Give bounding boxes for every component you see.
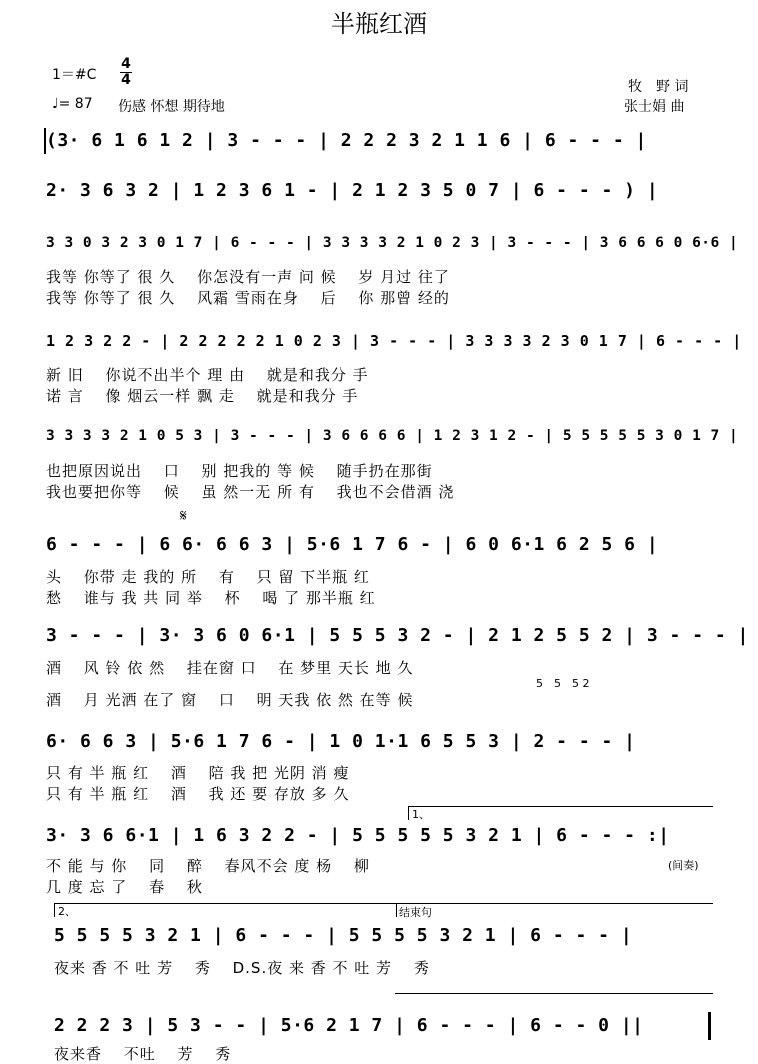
system-5-lyrics-verse-1: 也把原因说出 口 别 把我的 等 候 随手扔在那街 bbox=[46, 462, 433, 480]
system-6-lyrics-verse-2: 愁 谁与 我 共 同 举 杯 喝 了 那半瓶 红 bbox=[46, 589, 376, 607]
system-7-lyrics-verse-2: 酒 月 光洒 在了 窗 口 明 天我 依 然 在等 候 bbox=[46, 691, 414, 709]
system-8-lyrics-verse-1: 只 有 半 瓶 红 酒 陪 我 把 光阴 消 瘦 bbox=[46, 764, 350, 782]
system-3-notes: 3 3 0 3 2 3 0 1 7 | 6 - - - | 3 3 3 3 2 1 0 2 3 | 3 - - - | 3 6 6 6 0 6·6 | bbox=[46, 235, 739, 251]
final-barline bbox=[708, 1012, 711, 1040]
first-ending-bracket-left bbox=[408, 806, 409, 820]
system-9-notes: 3· 3 6 6·1 | 1 6 3 2 2 - | 5 5 5 5 5 3 2 1 | 6 - - - :| bbox=[46, 825, 670, 846]
song-title: 半瓶红酒 bbox=[331, 10, 427, 38]
system-7-alternate-notes: 5 5 5 2 bbox=[536, 677, 590, 690]
time-signature bbox=[120, 58, 132, 87]
composer-credit: 张士娟 曲 bbox=[624, 99, 685, 115]
segno-sign: 𝄋 bbox=[180, 506, 187, 525]
mood-marking: 伤感 怀想 期待地 bbox=[118, 99, 225, 115]
system-4-notes: 1 2 3 2 2 - | 2 2 2 2 2 1 0 2 3 | 3 - - - | 3 3 3 3 2 3 0 1 7 | 6 - - - | bbox=[46, 332, 742, 350]
final-bracket bbox=[395, 993, 713, 994]
second-ending-label: 2、 bbox=[58, 905, 76, 918]
tempo-marking: ♩= 87 bbox=[52, 96, 93, 112]
first-ending-label: 1、 bbox=[412, 808, 430, 821]
system-10-lyrics: 夜来 香 不 吐 芳 秀 D.S.夜 来 香 不 吐 芳 秀 bbox=[54, 959, 430, 977]
system-9-lyrics-verse-2: 几 度 忘 了 春 秋 bbox=[46, 878, 203, 896]
second-ending-bracket bbox=[54, 903, 713, 904]
system-2-notes: 2· 3 6 3 2 | 1 2 3 6 1 - | 2 1 2 3 5 0 7 | 6 - - - ) | bbox=[46, 180, 659, 201]
time-signature-bottom: 4 bbox=[121, 72, 131, 88]
system-5-notes: 3 3 3 3 2 1 0 5 3 | 3 - - - | 3 6 6 6 6 | 1 2 3 1 2 - | 5 5 5 5 5 3 0 1 7 | bbox=[46, 428, 739, 444]
second-ending-bracket-left bbox=[54, 903, 55, 917]
system-4-lyrics-verse-2: 诺 言 像 烟云一样 飘 走 就是和我分 手 bbox=[46, 387, 359, 405]
system-7-lyrics-verse-1: 酒 风 铃 依 然 挂在窗 口 在 梦里 天长 地 久 bbox=[46, 659, 414, 677]
system-4-lyrics-verse-1: 新 旧 你说不出半个 理 由 就是和我分 手 bbox=[46, 366, 369, 384]
key-signature: 1＝#C bbox=[52, 67, 97, 83]
system-11-lyrics: 夜来香 不吐 芳 秀 bbox=[54, 1045, 232, 1063]
system-5-lyrics-verse-2: 我也要把你等 候 虽 然一无 所 有 我也不会借酒 浇 bbox=[46, 483, 455, 501]
system-6-lyrics-verse-1: 头 你带 走 我的 所 有 只 留 下半瓶 红 bbox=[46, 568, 370, 586]
system-8-lyrics-verse-2: 只 有 半 瓶 红 酒 我 还 要 存放 多 久 bbox=[46, 785, 350, 803]
coda-bracket-left bbox=[396, 903, 397, 917]
lyricist-credit: 牧 野 词 bbox=[628, 79, 689, 95]
system-6-notes: 6 - - - | 6 6· 6 6 3 | 5·6 1 7 6 - | 6 0 6·1 6 2 5 6 | bbox=[46, 534, 659, 555]
system-11-notes: 2 2 2 3 | 5 3 - - | 5·6 2 1 7 | 6 - - - | 6 - - 0 || bbox=[54, 1015, 644, 1036]
system-9-lyrics-verse-1: 不 能 与 你 同 醉 春风不会 度 杨 柳 bbox=[46, 857, 370, 875]
system-8-notes: 6· 6 6 3 | 5·6 1 7 6 - | 1 0 1·1 6 5 5 3 | 2 - - - | bbox=[46, 731, 636, 752]
interlude-marking: (间奏) bbox=[668, 859, 699, 872]
system-3-lyrics-verse-2: 我等 你等了 很 久 风霜 雪雨在身 后 你 那曾 经的 bbox=[46, 289, 450, 307]
system-7-notes: 3 - - - | 3· 3 6 0 6·1 | 5 5 5 3 2 - | 2 1 2 5 5 2 | 3 - - - | bbox=[46, 625, 749, 646]
system-10-notes: 5 5 5 5 3 2 1 | 6 - - - | 5 5 5 5 3 2 1 | 6 - - - | bbox=[54, 925, 633, 946]
time-signature-top: 4 bbox=[121, 56, 131, 72]
first-ending-bracket bbox=[408, 806, 713, 807]
ending-phrase-label: 结束句 bbox=[399, 906, 432, 919]
system-3-lyrics-verse-1: 我等 你等了 很 久 你怎没有一声 问 候 岁 月过 往了 bbox=[46, 268, 450, 286]
system-1-notes: (3· 6 1 6 1 2 | 3 - - - | 2 2 2 3 2 1 1 6 | 6 - - - | bbox=[46, 130, 647, 151]
